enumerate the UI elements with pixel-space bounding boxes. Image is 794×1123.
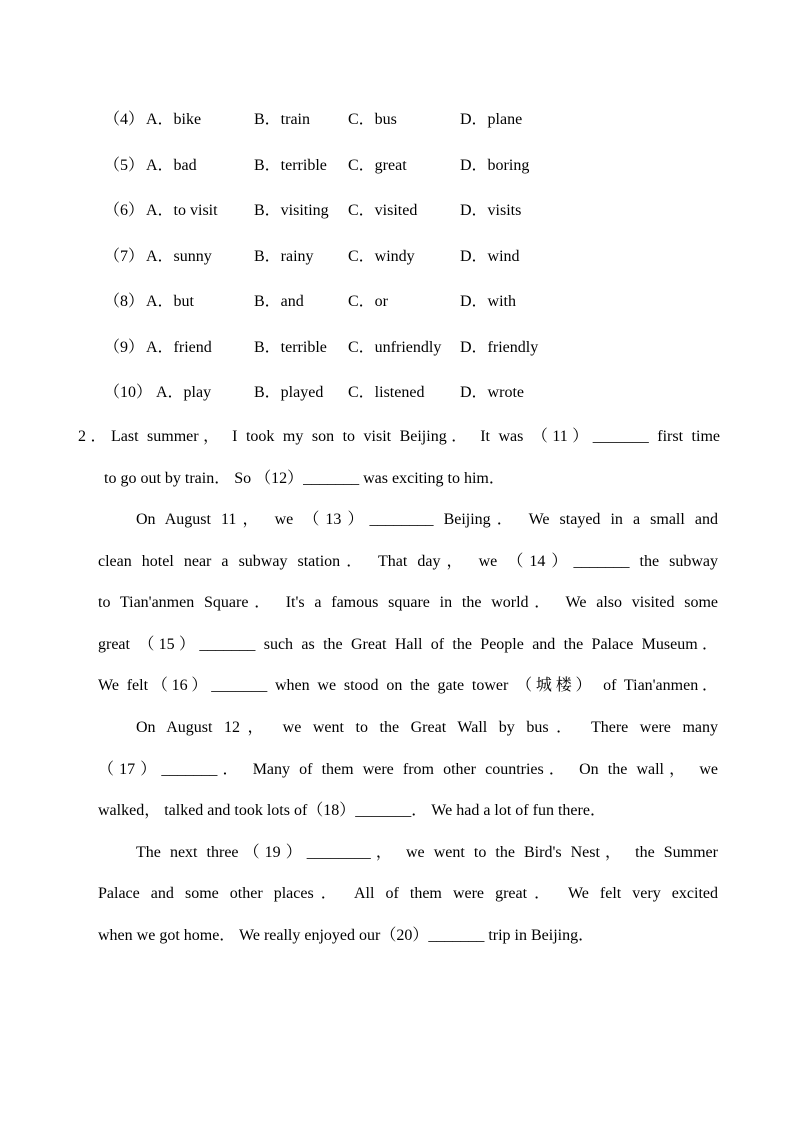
option-b: B．played [254,384,324,401]
option-c: C．or [348,293,389,310]
option-a: A．bad [146,156,197,174]
option-a: A．bike [146,111,202,128]
passage-line: walked， talked and took lots of（18）_______． We had a lot of fun there． [98,802,606,820]
option-b: B．rainy [254,247,314,265]
option-a: A．to visit [146,202,218,219]
option-a: A．friend [146,338,212,356]
option-d: D．friendly [460,338,539,356]
option-d: D．wrote [460,384,524,401]
option-c: C．great [348,156,407,174]
passage-line: On August 12， we went to the Great Wall by bus． There were many [136,718,718,736]
option-c: C．visited [348,202,418,219]
option-a: A．sunny [146,247,212,265]
passage-line: The next three（19）________， we went to the Bird's Nest， the Summer [136,843,718,861]
option-d: D．wind [460,247,520,265]
question-number: （9） [104,338,145,356]
passage-line: to Tian'anmen Square． It's a famous square in the world． We also visited some [98,594,718,612]
passage-body [98,507,718,965]
passage-line: （17）_______． Many of them were from other countries． On the wall， we [98,760,718,778]
passage-heading-line: 2．Last summer， I took my son to visit Beijing． It was （11）_______ first time [78,428,720,445]
option-b: B．visiting [254,202,329,219]
option-d: D．plane [460,111,523,128]
question-number: （8） [104,293,145,310]
option-c: C．listened [348,384,425,401]
option-d: D．visits [460,202,522,219]
question-number: （4） [104,111,145,128]
question-number: （10） [104,384,153,401]
passage-line: We felt（16）_______ when we stood on the gate tower （城楼） of Tian'anmen． [98,677,718,695]
option-c: C．unfriendly [348,338,442,356]
option-b: B．and [254,293,304,310]
passage-line: clean hotel near a subway station． That day， we （14）_______ the subway [98,552,718,570]
option-d: D．boring [460,156,530,174]
passage-line: to go out by train． So （12）_______ was exciting to him． [104,470,505,487]
option-b: B．terrible [254,156,327,174]
passage-line: On August 11， we （13）________ Beijing． We stayed in a small and [136,511,718,528]
question-number: （7） [104,247,145,265]
option-c: C．bus [348,111,397,128]
passage-line: Palace and some other places． All of them were great． We felt very excited [98,885,718,903]
option-b: B．train [254,111,310,128]
option-d: D．with [460,293,517,310]
passage-line: great （15）_______ such as the Great Hall of the People and the Palace Museum． [98,635,718,653]
option-a: A．play [156,384,212,401]
question-number: （5） [104,156,145,174]
question-number: （6） [104,202,145,219]
option-a: A．but [146,293,195,310]
passage-line: when we got home． We really enjoyed our（20）_______ trip in Beijing． [98,926,595,944]
option-b: B．terrible [254,338,327,356]
option-c: C．windy [348,247,415,265]
